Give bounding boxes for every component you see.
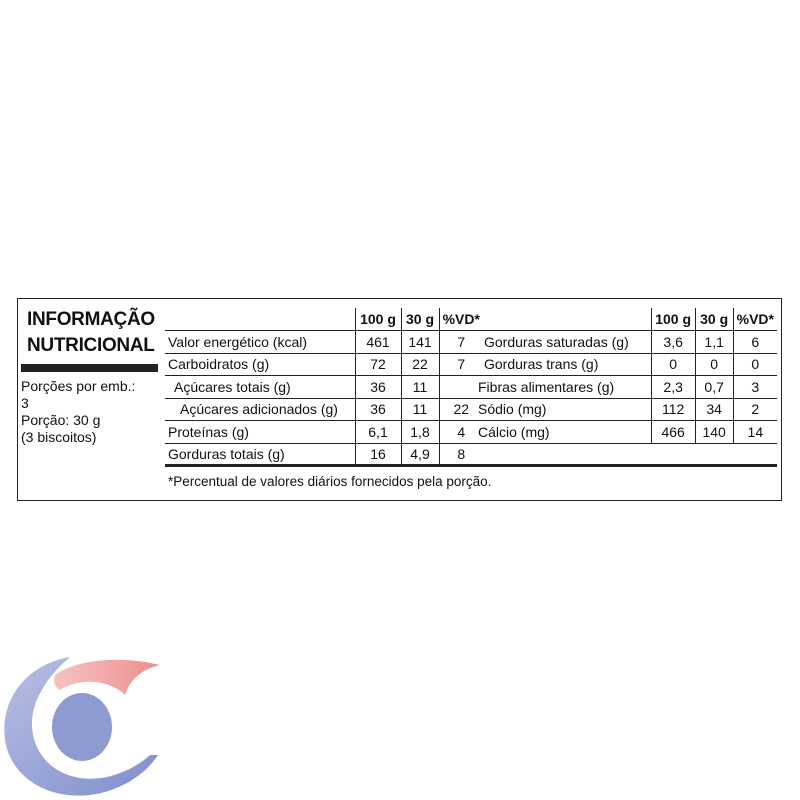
nutrition-facts-panel bbox=[17, 298, 782, 501]
value-30g: 140 bbox=[695, 421, 733, 444]
table-row bbox=[475, 398, 777, 421]
value-vd: 0 bbox=[733, 353, 777, 376]
header-label-blank bbox=[475, 308, 651, 331]
nutrient-label: Açúcares adicionados (g) bbox=[165, 398, 355, 421]
title-line1: INFORMAÇÃO bbox=[27, 309, 155, 330]
value-100g: 2,3 bbox=[651, 376, 695, 399]
table-row bbox=[165, 376, 483, 399]
value-100g: 16 bbox=[355, 443, 401, 466]
value-vd: 6 bbox=[733, 331, 777, 354]
value-100g: 36 bbox=[355, 376, 401, 399]
nutrient-table-left bbox=[165, 308, 483, 467]
header-100g: 100 g bbox=[651, 308, 695, 331]
nutrient-table-right bbox=[475, 308, 777, 467]
nutrient-label: Açúcares totais (g) bbox=[165, 376, 355, 399]
value-vd: 7 bbox=[439, 353, 483, 376]
panel-title bbox=[27, 307, 167, 359]
servings-value: 3 bbox=[21, 395, 29, 411]
value-30g: 0,7 bbox=[695, 376, 733, 399]
table-row bbox=[475, 421, 777, 444]
value-vd: 7 bbox=[439, 331, 483, 354]
value-30g: 11 bbox=[401, 398, 439, 421]
header-30g: 30 g bbox=[401, 308, 439, 331]
value-vd: 3 bbox=[733, 376, 777, 399]
value-100g: 36 bbox=[355, 398, 401, 421]
value-100g: 0 bbox=[651, 353, 695, 376]
title-line2: NUTRICIONAL bbox=[27, 335, 155, 356]
value-30g: 4,9 bbox=[401, 443, 439, 466]
nutrient-label: Cálcio (mg) bbox=[475, 421, 651, 444]
header-label-blank bbox=[165, 308, 355, 331]
table-row bbox=[165, 331, 483, 354]
value-vd: 2 bbox=[733, 398, 777, 421]
table-row bbox=[165, 421, 483, 444]
title-divider-bar bbox=[21, 364, 158, 372]
value-30g: 1,8 bbox=[401, 421, 439, 444]
table-row bbox=[165, 353, 483, 376]
portion-label: Porção: 30 g bbox=[21, 412, 101, 428]
header-30g: 30 g bbox=[695, 308, 733, 331]
value-30g: 0 bbox=[695, 353, 733, 376]
value-vd: 8 bbox=[439, 443, 483, 466]
nutrient-label: Valor energético (kcal) bbox=[165, 331, 355, 354]
value-vd: 22 bbox=[439, 398, 483, 421]
value-vd: 4 bbox=[439, 421, 483, 444]
nutrient-label: Gorduras totais (g) bbox=[165, 443, 355, 466]
header-vd: %VD* bbox=[733, 308, 777, 331]
portion-detail: (3 biscoitos) bbox=[21, 429, 97, 445]
nutrient-label: Sódio (mg) bbox=[475, 398, 651, 421]
value-30g: 141 bbox=[401, 331, 439, 354]
value-100g: 112 bbox=[651, 398, 695, 421]
header-vd: %VD* bbox=[439, 308, 483, 331]
value-100g: 6,1 bbox=[355, 421, 401, 444]
value-100g: 72 bbox=[355, 353, 401, 376]
table-row-empty bbox=[475, 443, 777, 466]
nutrient-label: Gorduras saturadas (g) bbox=[475, 331, 651, 354]
value-100g: 3,6 bbox=[651, 331, 695, 354]
nutrient-label: Gorduras trans (g) bbox=[475, 353, 651, 376]
header-100g: 100 g bbox=[355, 308, 401, 331]
servings-label: Porções por emb.: bbox=[21, 378, 136, 394]
value-30g: 1,1 bbox=[695, 331, 733, 354]
table-header-row bbox=[165, 308, 483, 331]
value-30g: 22 bbox=[401, 353, 439, 376]
value-100g: 461 bbox=[355, 331, 401, 354]
value-30g: 34 bbox=[695, 398, 733, 421]
table-row bbox=[165, 398, 483, 421]
value-100g: 466 bbox=[651, 421, 695, 444]
c-logo-icon bbox=[0, 655, 170, 800]
value-30g: 11 bbox=[401, 376, 439, 399]
table-row bbox=[165, 443, 483, 466]
value-vd: 14 bbox=[733, 421, 777, 444]
servings-info bbox=[21, 378, 161, 446]
table-row bbox=[475, 353, 777, 376]
nutrient-label: Fibras alimentares (g) bbox=[475, 376, 651, 399]
table-row bbox=[475, 331, 777, 354]
nutrient-label: Carboidratos (g) bbox=[165, 353, 355, 376]
table-header-row bbox=[475, 308, 777, 331]
footnote: *Percentual de valores diários fornecidos pela porção. bbox=[168, 474, 492, 489]
table-row bbox=[475, 376, 777, 399]
nutrient-label: Proteínas (g) bbox=[165, 421, 355, 444]
